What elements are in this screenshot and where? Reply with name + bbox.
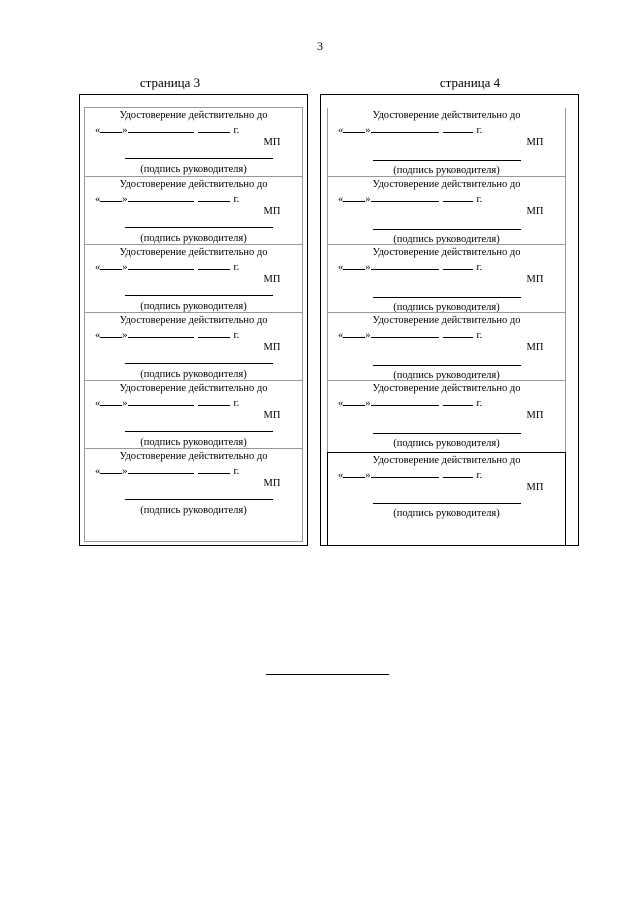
quote-open: « [95, 194, 101, 205]
year-suffix: г. [233, 398, 240, 409]
quote-close: » [122, 398, 128, 409]
year-suffix: г. [233, 466, 240, 477]
validity-date [95, 327, 239, 342]
validity-date [95, 191, 239, 206]
certificate-validity-block [328, 176, 565, 245]
year-blank [198, 327, 230, 338]
signature-line [125, 158, 273, 159]
month-blank [128, 191, 194, 202]
year-suffix: г. [233, 125, 240, 136]
year-blank [443, 122, 473, 133]
year-blank [198, 395, 230, 406]
month-blank [128, 122, 194, 133]
year-blank [443, 395, 473, 406]
year-blank [198, 259, 230, 270]
certificate-validity-block [85, 108, 302, 176]
certificate-validity-block [85, 312, 302, 381]
signature-caption: (подпись руководителя) [393, 302, 500, 313]
validity-text: Удостоверение действительно до [119, 110, 268, 121]
year-blank [443, 259, 473, 270]
quote-close: » [365, 194, 371, 205]
stamp-place-label: МП [526, 274, 544, 285]
day-blank [100, 395, 122, 406]
validity-date [338, 259, 482, 274]
validity-date [95, 463, 239, 478]
signature-caption: (подпись руководителя) [393, 438, 500, 449]
signature-caption: (подпись руководителя) [140, 437, 247, 448]
year-suffix: г. [476, 470, 483, 481]
signature-line [373, 160, 521, 161]
signature-caption: (подпись руководителя) [393, 165, 500, 176]
year-suffix: г. [233, 262, 240, 273]
right-page-heading: страница 4 [439, 75, 501, 90]
quote-open: « [95, 398, 101, 409]
stamp-place-label: МП [263, 342, 281, 353]
day-blank [100, 122, 122, 133]
year-blank [198, 463, 230, 474]
certificate-validity-block [328, 312, 565, 381]
signature-line [373, 229, 521, 230]
validity-date [95, 395, 239, 410]
signature-caption: (подпись руководителя) [393, 508, 500, 519]
certificate-validity-block [328, 380, 565, 449]
year-suffix: г. [476, 330, 483, 341]
signature-line [373, 433, 521, 434]
month-blank [371, 395, 439, 406]
validity-date [338, 327, 482, 342]
validity-text: Удостоверение действительно до [372, 247, 521, 258]
quote-close: » [365, 470, 371, 481]
stamp-place-label: МП [263, 206, 281, 217]
certificate-validity-block [328, 453, 565, 545]
validity-date [338, 467, 482, 482]
quote-close: » [365, 125, 371, 136]
validity-text: Удостоверение действительно до [372, 179, 521, 190]
quote-close: » [122, 466, 128, 477]
validity-text: Удостоверение действительно до [119, 451, 268, 462]
certificate-validity-block [328, 244, 565, 313]
quote-close: » [365, 398, 371, 409]
year-suffix: г. [476, 398, 483, 409]
validity-date [95, 259, 239, 274]
year-blank [198, 122, 230, 133]
certificate-validity-block [85, 244, 302, 313]
signature-caption: (подпись руководителя) [393, 370, 500, 381]
quote-open: « [95, 125, 101, 136]
quote-close: » [122, 125, 128, 136]
validity-date [95, 122, 239, 137]
validity-text: Удостоверение действительно до [372, 315, 521, 326]
quote-open: « [338, 330, 344, 341]
validity-date [338, 395, 482, 410]
day-blank [343, 259, 365, 270]
stamp-place-label: МП [263, 274, 281, 285]
signature-line [125, 295, 273, 296]
certificate-validity-block [85, 380, 302, 449]
signature-caption: (подпись руководителя) [140, 369, 247, 380]
page-number: 3 [317, 39, 323, 53]
stamp-place-label: МП [526, 410, 544, 421]
stamp-place-label: МП [526, 342, 544, 353]
footer-rule [266, 674, 389, 675]
day-blank [100, 327, 122, 338]
stamp-place-label: МП [263, 137, 281, 148]
month-blank [128, 463, 194, 474]
signature-caption: (подпись руководителя) [140, 505, 247, 516]
signature-line [373, 297, 521, 298]
month-blank [371, 259, 439, 270]
day-blank [100, 259, 122, 270]
validity-text: Удостоверение действительно до [119, 179, 268, 190]
stamp-place-label: МП [526, 206, 544, 217]
validity-date [338, 122, 482, 137]
stamp-place-label: МП [263, 478, 281, 489]
month-blank [128, 259, 194, 270]
quote-close: » [122, 194, 128, 205]
validity-text: Удостоверение действительно до [372, 383, 521, 394]
stamp-place-label: МП [263, 410, 281, 421]
quote-close: » [122, 262, 128, 273]
quote-open: « [95, 466, 101, 477]
quote-close: » [365, 262, 371, 273]
month-blank [371, 327, 439, 338]
year-blank [443, 327, 473, 338]
year-suffix: г. [476, 262, 483, 273]
day-blank [100, 463, 122, 474]
quote-open: « [338, 194, 344, 205]
year-suffix: г. [233, 194, 240, 205]
certificate-validity-block [85, 176, 302, 245]
validity-text: Удостоверение действительно до [119, 383, 268, 394]
year-suffix: г. [476, 125, 483, 136]
month-blank [371, 122, 439, 133]
month-blank [371, 191, 439, 202]
right-last-block-frame [327, 452, 566, 546]
quote-open: « [95, 330, 101, 341]
left-page-inner [84, 107, 303, 542]
signature-line [373, 365, 521, 366]
signature-line [125, 227, 273, 228]
quote-close: » [122, 330, 128, 341]
certificate-validity-block [328, 108, 565, 176]
quote-open: « [338, 398, 344, 409]
signature-caption: (подпись руководителя) [393, 234, 500, 245]
quote-open: « [338, 125, 344, 136]
signature-line [125, 431, 273, 432]
year-suffix: г. [233, 330, 240, 341]
quote-open: « [338, 470, 344, 481]
year-blank [198, 191, 230, 202]
quote-close: » [365, 330, 371, 341]
validity-text: Удостоверение действительно до [119, 315, 268, 326]
signature-line [125, 363, 273, 364]
validity-text: Удостоверение действительно до [372, 455, 521, 466]
day-blank [343, 191, 365, 202]
signature-line [125, 499, 273, 500]
signature-line [373, 503, 521, 504]
quote-open: « [95, 262, 101, 273]
certificate-validity-block [85, 448, 302, 539]
stamp-place-label: МП [526, 137, 544, 148]
year-blank [443, 467, 473, 478]
month-blank [128, 327, 194, 338]
quote-open: « [338, 262, 344, 273]
signature-caption: (подпись руководителя) [140, 233, 247, 244]
signature-caption: (подпись руководителя) [140, 164, 247, 175]
day-blank [343, 467, 365, 478]
year-blank [443, 191, 473, 202]
signature-caption: (подпись руководителя) [140, 301, 247, 312]
day-blank [343, 122, 365, 133]
day-blank [343, 327, 365, 338]
month-blank [371, 467, 439, 478]
validity-date [338, 191, 482, 206]
right-page-inner [327, 108, 566, 453]
left-page-heading: страница 3 [139, 75, 201, 90]
day-blank [343, 395, 365, 406]
day-blank [100, 191, 122, 202]
validity-text: Удостоверение действительно до [372, 110, 521, 121]
validity-text: Удостоверение действительно до [119, 247, 268, 258]
month-blank [128, 395, 194, 406]
year-suffix: г. [476, 194, 483, 205]
stamp-place-label: МП [526, 482, 544, 493]
